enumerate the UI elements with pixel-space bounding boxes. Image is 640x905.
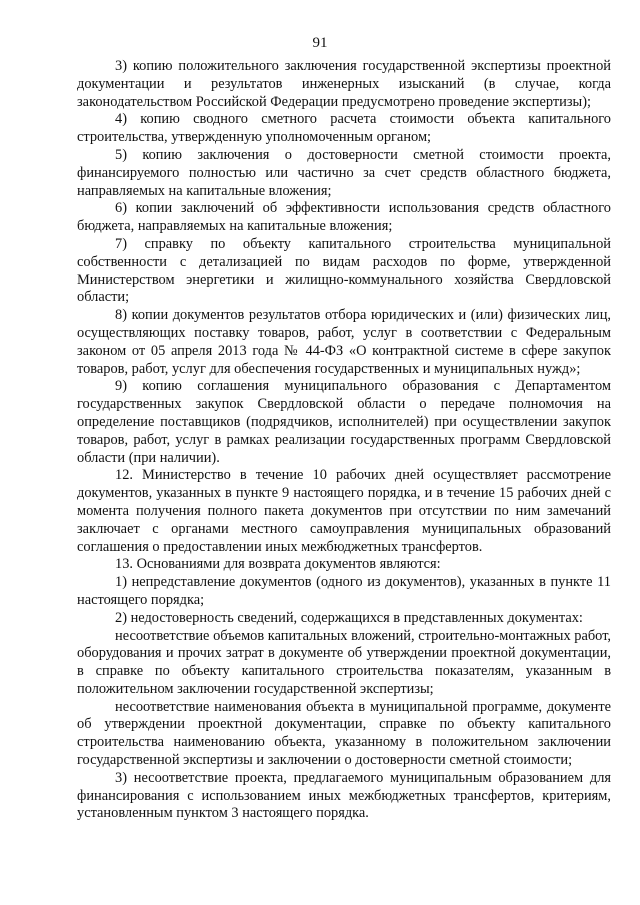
paragraph-reason-2-volumes: несоответствие объемов капитальных вложений, строительно-монтажных работ, оборудования и прочих затрат в документе об утверждении проектной документации, в справке по объекту капитального строительства показателям, указанным в положительном заключении государственной экспертизы; (77, 627, 611, 697)
paragraph-item-4: 4) копию сводного сметного расчета стоимости объекта капитального строительства, утвержденную уполномоченным органом; (77, 111, 611, 146)
document-body (77, 58, 611, 823)
paragraph-reason-1: 1) непредставление документов (одного из документов), указанных в пункте 11 настоящего порядка; (77, 574, 611, 608)
paragraph-section-13: 13. Основаниями для возврата документов являются: (115, 556, 441, 573)
paragraph-item-3: 3) копию положительного заключения государственной экспертизы проектной документации и результатов инженерных изысканий (в случае, когда законодательством Российской Федерации предусмотрено проведение экспертизы); (77, 58, 611, 110)
paragraph-reason-2-names: несоответствие наименования объекта в муниципальной программе, документе об утверждении проектной документации, справке по объекту капитального строительства наименованию объекта, указанному в положительном заключении государственной экспертизы и заключении о достоверности сметной стоимости; (77, 698, 611, 769)
paragraph-item-5: 5) копию заключения о достоверности сметной стоимости проекта, финансируемого полностью или частично за счет средств областного бюджета, направляемых на капитальные вложения; (77, 146, 611, 199)
paragraph-item-6: 6) копии заключений об эффективности использования средств областного бюджета, направляемых на капитальные вложения; (77, 200, 611, 235)
paragraph-reason-3: 3) несоответствие проекта, предлагаемого муниципальным образованием для финансирования с использованием иных межбюджетных трансфертов, критериям, установленным пунктом 3 настоящего порядка. (77, 769, 611, 822)
paragraph-reason-2: 2) недостоверность сведений, содержащихся в представленных документах: (115, 609, 583, 626)
page-number: 91 (312, 35, 328, 51)
paragraph-item-8: 8) копии документов результатов отбора юридических и (или) физических лиц, осуществляющих поставку товаров, работ, услуг в соответствии с Федеральным законом от 05 апреля 2013 года № 44-ФЗ «О контрактной системе в сфере закупок товаров, работ, услуг для обеспечения государственных и муниципальных нужд»; (77, 307, 611, 377)
paragraph-section-12: 12. Министерство в течение 10 рабочих дней осуществляет рассмотрение документов, указанных в пункте 9 настоящего порядка, и в течение 15 рабочих дней с момента получения полного пакета документов при отсутствии по ним замечаний заключает с органами местного самоуправления муниципальных образований соглашения о предоставлении иных межбюджетных трансфертов. (77, 467, 611, 555)
paragraph-item-9: 9) копию соглашения муниципального образования с Департаментом государственных закупок Свердловской области о передаче полномочия на определение поставщиков (подрядчиков, исполнителей) при осуществлении закупок товаров, работ, услуг в рамках реализации государственных программ Свердловской области (при наличии). (77, 378, 611, 466)
paragraph-item-7: 7) справку по объекту капитального строительства муниципальной собственности с детализацией по видам расходов по форме, утвержденной Министерством энергетики и жилищно-коммунального хозяйства Свердловской области; (77, 235, 611, 306)
